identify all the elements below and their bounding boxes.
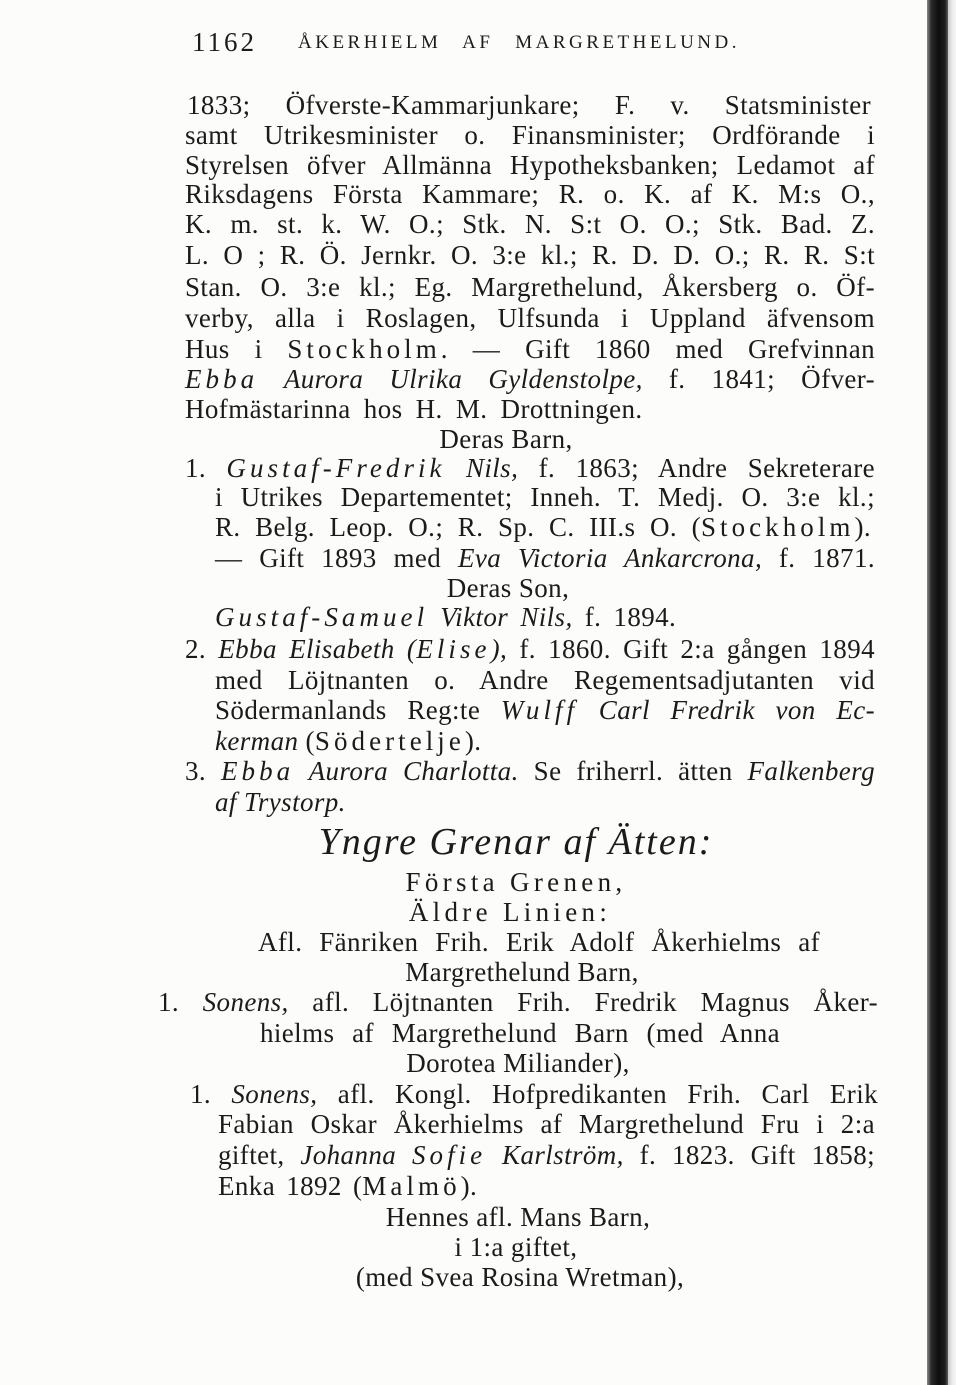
line-segment: ( <box>298 726 315 756</box>
text-line-07: Stan. O. 3:e kl.; Eg. Margrethelund, Åkersberg o. Öf- <box>185 272 875 302</box>
entry-number: 2. <box>185 634 219 664</box>
line-segment: afl. Löjtnanten Frih. Fredrik Magnus Åker- <box>288 987 878 1017</box>
line-segment: f. 1894. <box>572 602 677 632</box>
italic-spaced-name: Ebba <box>220 756 295 786</box>
italic-spaced-name: Ebba <box>185 364 259 394</box>
text-line-32: Dorotea Miliander), <box>406 1048 630 1078</box>
text-line-23 <box>185 756 875 786</box>
text-line-13 <box>185 453 875 483</box>
page-outer-margin <box>948 0 956 1385</box>
text-line-36 <box>218 1171 477 1201</box>
spaced-place-name: Stockholm <box>287 334 441 364</box>
spaced-place-name: Södertelje <box>314 726 465 756</box>
subheading-line: Äldre Linien: <box>408 897 612 927</box>
italic-name: Aurora Charlotta. <box>294 756 519 786</box>
text-line-34: Fabian Oskar Åkerhielms af Margrethelund Fru i 2:a <box>218 1109 875 1139</box>
text-line-24: af Trystorp. <box>215 787 346 817</box>
italic-name: Viktor Nils, <box>428 602 573 632</box>
text-line-11: Hofmästarinna hos H. M. Drottningen. <box>185 394 643 424</box>
line-segment: f. 1871. <box>762 543 876 573</box>
text-line-10 <box>185 364 875 394</box>
text-line-38: i 1:a giftet, <box>454 1232 578 1262</box>
spaced-place-name: Stockholm <box>700 512 855 542</box>
line-segment: Enka 1892 ( <box>218 1171 363 1201</box>
text-line-33 <box>190 1079 878 1109</box>
italic-name: Sonens, <box>231 1079 318 1109</box>
text-line-03: Styrelsen öfver Allmänna Hypotheksbanken; Ledamot af <box>185 150 875 180</box>
text-line-37: Hennes afl. Mans Barn, <box>385 1202 651 1232</box>
text-line-16 <box>215 543 875 573</box>
italic-name: Falkenberg <box>747 756 875 786</box>
text-line-22 <box>215 726 481 756</box>
text-line-35 <box>218 1140 875 1170</box>
line-segment: f. 1860. Gift 2:a gången 1894 <box>507 634 876 664</box>
text-line-28: Afl. Fänriken Frih. Erik Adolf Åkerhielms af <box>258 927 820 957</box>
line-segment: ). <box>460 1171 478 1201</box>
line-segment: Se friherrl. ätten <box>518 756 748 786</box>
italic-name: Johanna <box>300 1140 412 1170</box>
italic-name: Ebba Elisabeth ( <box>218 634 417 664</box>
italic-name: ), <box>490 634 508 664</box>
entry-number: 3. <box>185 756 221 786</box>
italic-name: Carl Fredrik von Ec- <box>578 695 875 725</box>
text-line-01: 1833; Öfverste-Kammarjunkare; F. v. Statsminister <box>187 90 871 120</box>
entry-number: 1. <box>158 987 203 1017</box>
line-segment: ). <box>464 726 482 756</box>
italic-spaced-name: Sofie <box>411 1140 487 1170</box>
text-line-14: i Utrikes Departementet; Inneh. T. Medj. O. 3:e kl.; <box>215 482 875 512</box>
line-segment: afl. Kongl. Hofpredikanten Frih. Carl Erik <box>317 1079 878 1109</box>
text-line-15 <box>215 512 871 542</box>
page-binding-edge <box>927 0 948 1385</box>
subheading-branch: Första Grenen, <box>405 867 627 897</box>
line-segment: f. 1823. Gift 1858; <box>623 1140 875 1170</box>
text-line-08: verby, alla i Roslagen, Ulfsunda i Uppland äfvensom <box>185 303 875 333</box>
text-line-04: Riksdagens Första Kammare; R. o. K. af K. M:s O., <box>185 179 875 209</box>
line-segment: Hus i <box>185 334 288 364</box>
text-line-19 <box>185 634 875 664</box>
text-line-30 <box>158 987 878 1017</box>
italic-spaced-name: Elise <box>416 634 491 664</box>
italic-spaced-name: Wulff <box>500 695 579 725</box>
running-title: ÅKERHIELM AF MARGRETHELUND. <box>298 32 740 53</box>
text-line-29: Margrethelund Barn, <box>405 957 639 987</box>
text-line-05: K. m. st. k. W. O.; Stk. N. S:t O. O.; Stk. Bad. Z. <box>185 209 875 239</box>
line-segment: ). <box>854 512 871 542</box>
line-segment: giftet, <box>218 1140 301 1170</box>
subheading-son: Deras Son, <box>446 573 570 603</box>
line-segment: Södermanlands Reg:te <box>215 695 501 725</box>
entry-number: 1. <box>190 1079 232 1109</box>
italic-name: Aurora Ulrika Gyldenstolpe, <box>258 364 643 394</box>
text-line-21 <box>215 695 875 725</box>
subheading-children: Deras Barn, <box>439 424 573 454</box>
italic-spaced-name: Gustaf-Fredrik <box>226 453 446 483</box>
text-line-09 <box>185 334 875 364</box>
line-segment: . — Gift 1860 med Grefvinnan <box>440 334 875 364</box>
text-line-02: samt Utrikesminister o. Finansminister; Ordförande i <box>185 120 875 150</box>
line-segment: — Gift 1893 med <box>215 543 458 573</box>
italic-name: Karlström, <box>486 1140 624 1170</box>
italic-spaced-name: Gustaf-Samuel <box>215 602 429 632</box>
text-line-31: hielms af Margrethelund Barn (med Anna <box>260 1018 780 1048</box>
spaced-place-name: Malmö <box>362 1171 461 1201</box>
line-segment: f. 1863; Andre Sekreterare <box>518 453 876 483</box>
text-line-20: med Löjtnanten o. Andre Regementsadjutanten vid <box>215 665 875 695</box>
text-line-18 <box>215 602 676 632</box>
text-line-06: L. O ; R. Ö. Jernkr. O. 3:e kl.; R. D. D. O.; R. R. S:t <box>185 240 875 270</box>
line-segment: f. 1841; Öfver- <box>642 364 875 394</box>
text-line-39: (med Svea Rosina Wretman), <box>355 1262 685 1292</box>
section-heading: Yngre Grenar af Ätten: <box>318 821 714 863</box>
italic-name: Nils, <box>445 453 519 483</box>
italic-name: Eva Victoria Ankarcrona, <box>458 543 763 573</box>
italic-name: kerman <box>215 726 299 756</box>
italic-name: Sonens, <box>202 987 289 1017</box>
entry-number: 1. <box>185 453 227 483</box>
page-number: 1162 <box>192 27 257 57</box>
line-segment: R. Belg. Leop. O.; R. Sp. C. III.s O. ( <box>215 512 701 542</box>
